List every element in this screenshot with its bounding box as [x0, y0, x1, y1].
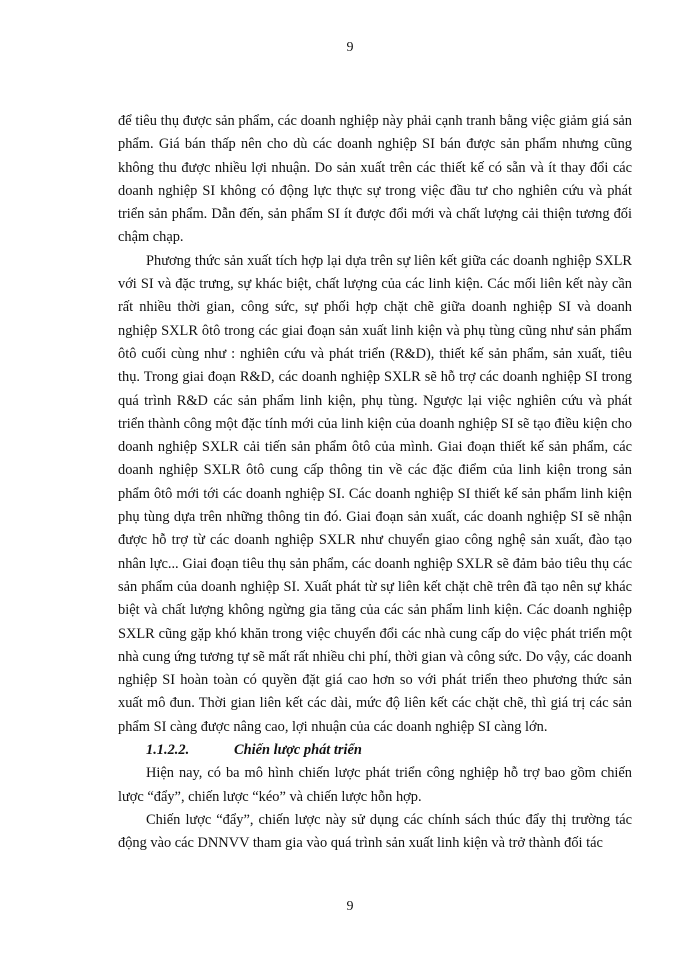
header-page-number: 9 [346, 40, 354, 55]
page-body [118, 110, 632, 856]
paragraph-push-strategy: Chiến lược “đẩy”, chiến lược này sử dụng các chính sách thúc đẩy thị trường tác động vào các DNNVV tham gia vào quá trình sản xuất linh kiện và trở thành đối tác [118, 811, 632, 852]
paragraph-continued: để tiêu thụ được sản phẩm, các doanh nghiệp này phải cạnh tranh bằng việc giảm giá sản phẩm. Giá bán thấp nên cho dù các doanh nghiệp SI bán được sản phẩm nhưng cũng không thu được nhiều lợi nhuận. Do sản xuất trên các thiết kế có sẵn và ít thay đổi các doanh nghiệp SI không có động lực thực sự trong việc đầu tư cho nghiên cứu và phát triển sản phẩm. Dẫn đến, sản phẩm SI ít được đổi mới và chất lượng cải thiện tương đối chậm chạp. [118, 113, 632, 246]
section-title: Chiến lược phát triển [234, 742, 362, 759]
paragraph-integrated-production: Phương thức sản xuất tích hợp lại dựa trên sự liên kết giữa các doanh nghiệp SXLR với SI và đặc trưng, sự khác biệt, chất lượng của các linh kiện. Các mối liên kết này cần rất nhiều thời gian, công sức, sự phối hợp chặt chẽ giữa doanh nghiệp SI và doanh nghiệp SXLR ôtô trong các giai đoạn sản xuất linh kiện và phụ tùng cũng như sản phẩm ôtô cuối cùng như : nghiên cứu và phát triển (R&D), thiết kế sản phẩm, sản xuất, tiêu thụ. Trong giai đoạn R&D, các doanh nghiệp SXLR sẽ hỗ trợ các doanh nghiệp SI trong quá trình R&D các sản phẩm linh kiện, phụ tùng. Ngược lại việc nghiên cứu và phát triển thành công một đặc tính mới của linh kiện của doanh nghiệp SI sẽ tạo điều kiện cho doanh nghiệp SXLR cải tiến sản phẩm ôtô của mình. Giai đoạn thiết kế sản phẩm, các doanh nghiệp SXLR ôtô cung cấp thông tin về các đặc điểm của linh kiện trong sản phẩm ôtô mới tới các doanh nghiệp SI. Các doanh nghiệp SI thiết kế sản phẩm linh kiện phụ tùng dựa trên những thông tin đó. Giai đoạn sản xuất, các doanh nghiệp SI sẽ nhận được hỗ trợ từ các doanh nghiệp SXLR như chuyển giao công nghệ sản xuất, đào tạo nhân lực... Giai đoạn tiêu thụ sản phẩm, các doanh nghiệp SXLR sẽ đảm bảo tiêu thụ các sản phẩm của doanh nghiệp SI. Xuất phát từ sự liên kết chặt chẽ trên đã tạo nên sự khác biệt và chất lượng không ngừng gia tăng của các sản phẩm linh kiện. Các doanh nghiệp SXLR cũng gặp khó khăn trong việc chuyển đổi các nhà cung cấp do việc phát triển một nhà cung ứng tương tự sẽ mất rất nhiều chi phí, thời gian và công sức. Do vậy, các doanh nghiệp SI hoàn toàn có quyền đặt giá cao hơn so với phát triển theo phương thức sản xuất mô đun. Thời gian liên kết các dài, mức độ liên kết các chặt chẽ, thì giá trị các sản phẩm SI càng được nâng cao, lợi nhuận của các doanh nghiệp SI càng lớn. [118, 252, 632, 735]
section-heading [118, 739, 632, 762]
section-number: 1.1.2.2. [146, 742, 190, 759]
paragraph-strategy-intro: Hiện nay, có ba mô hình chiến lược phát triển công nghiệp hỗ trợ bao gồm chiến lược “đẩy”, chiến lược “kéo” và chiến lược hỗn hợp. [118, 765, 632, 805]
footer-page-number: 9 [346, 899, 354, 914]
